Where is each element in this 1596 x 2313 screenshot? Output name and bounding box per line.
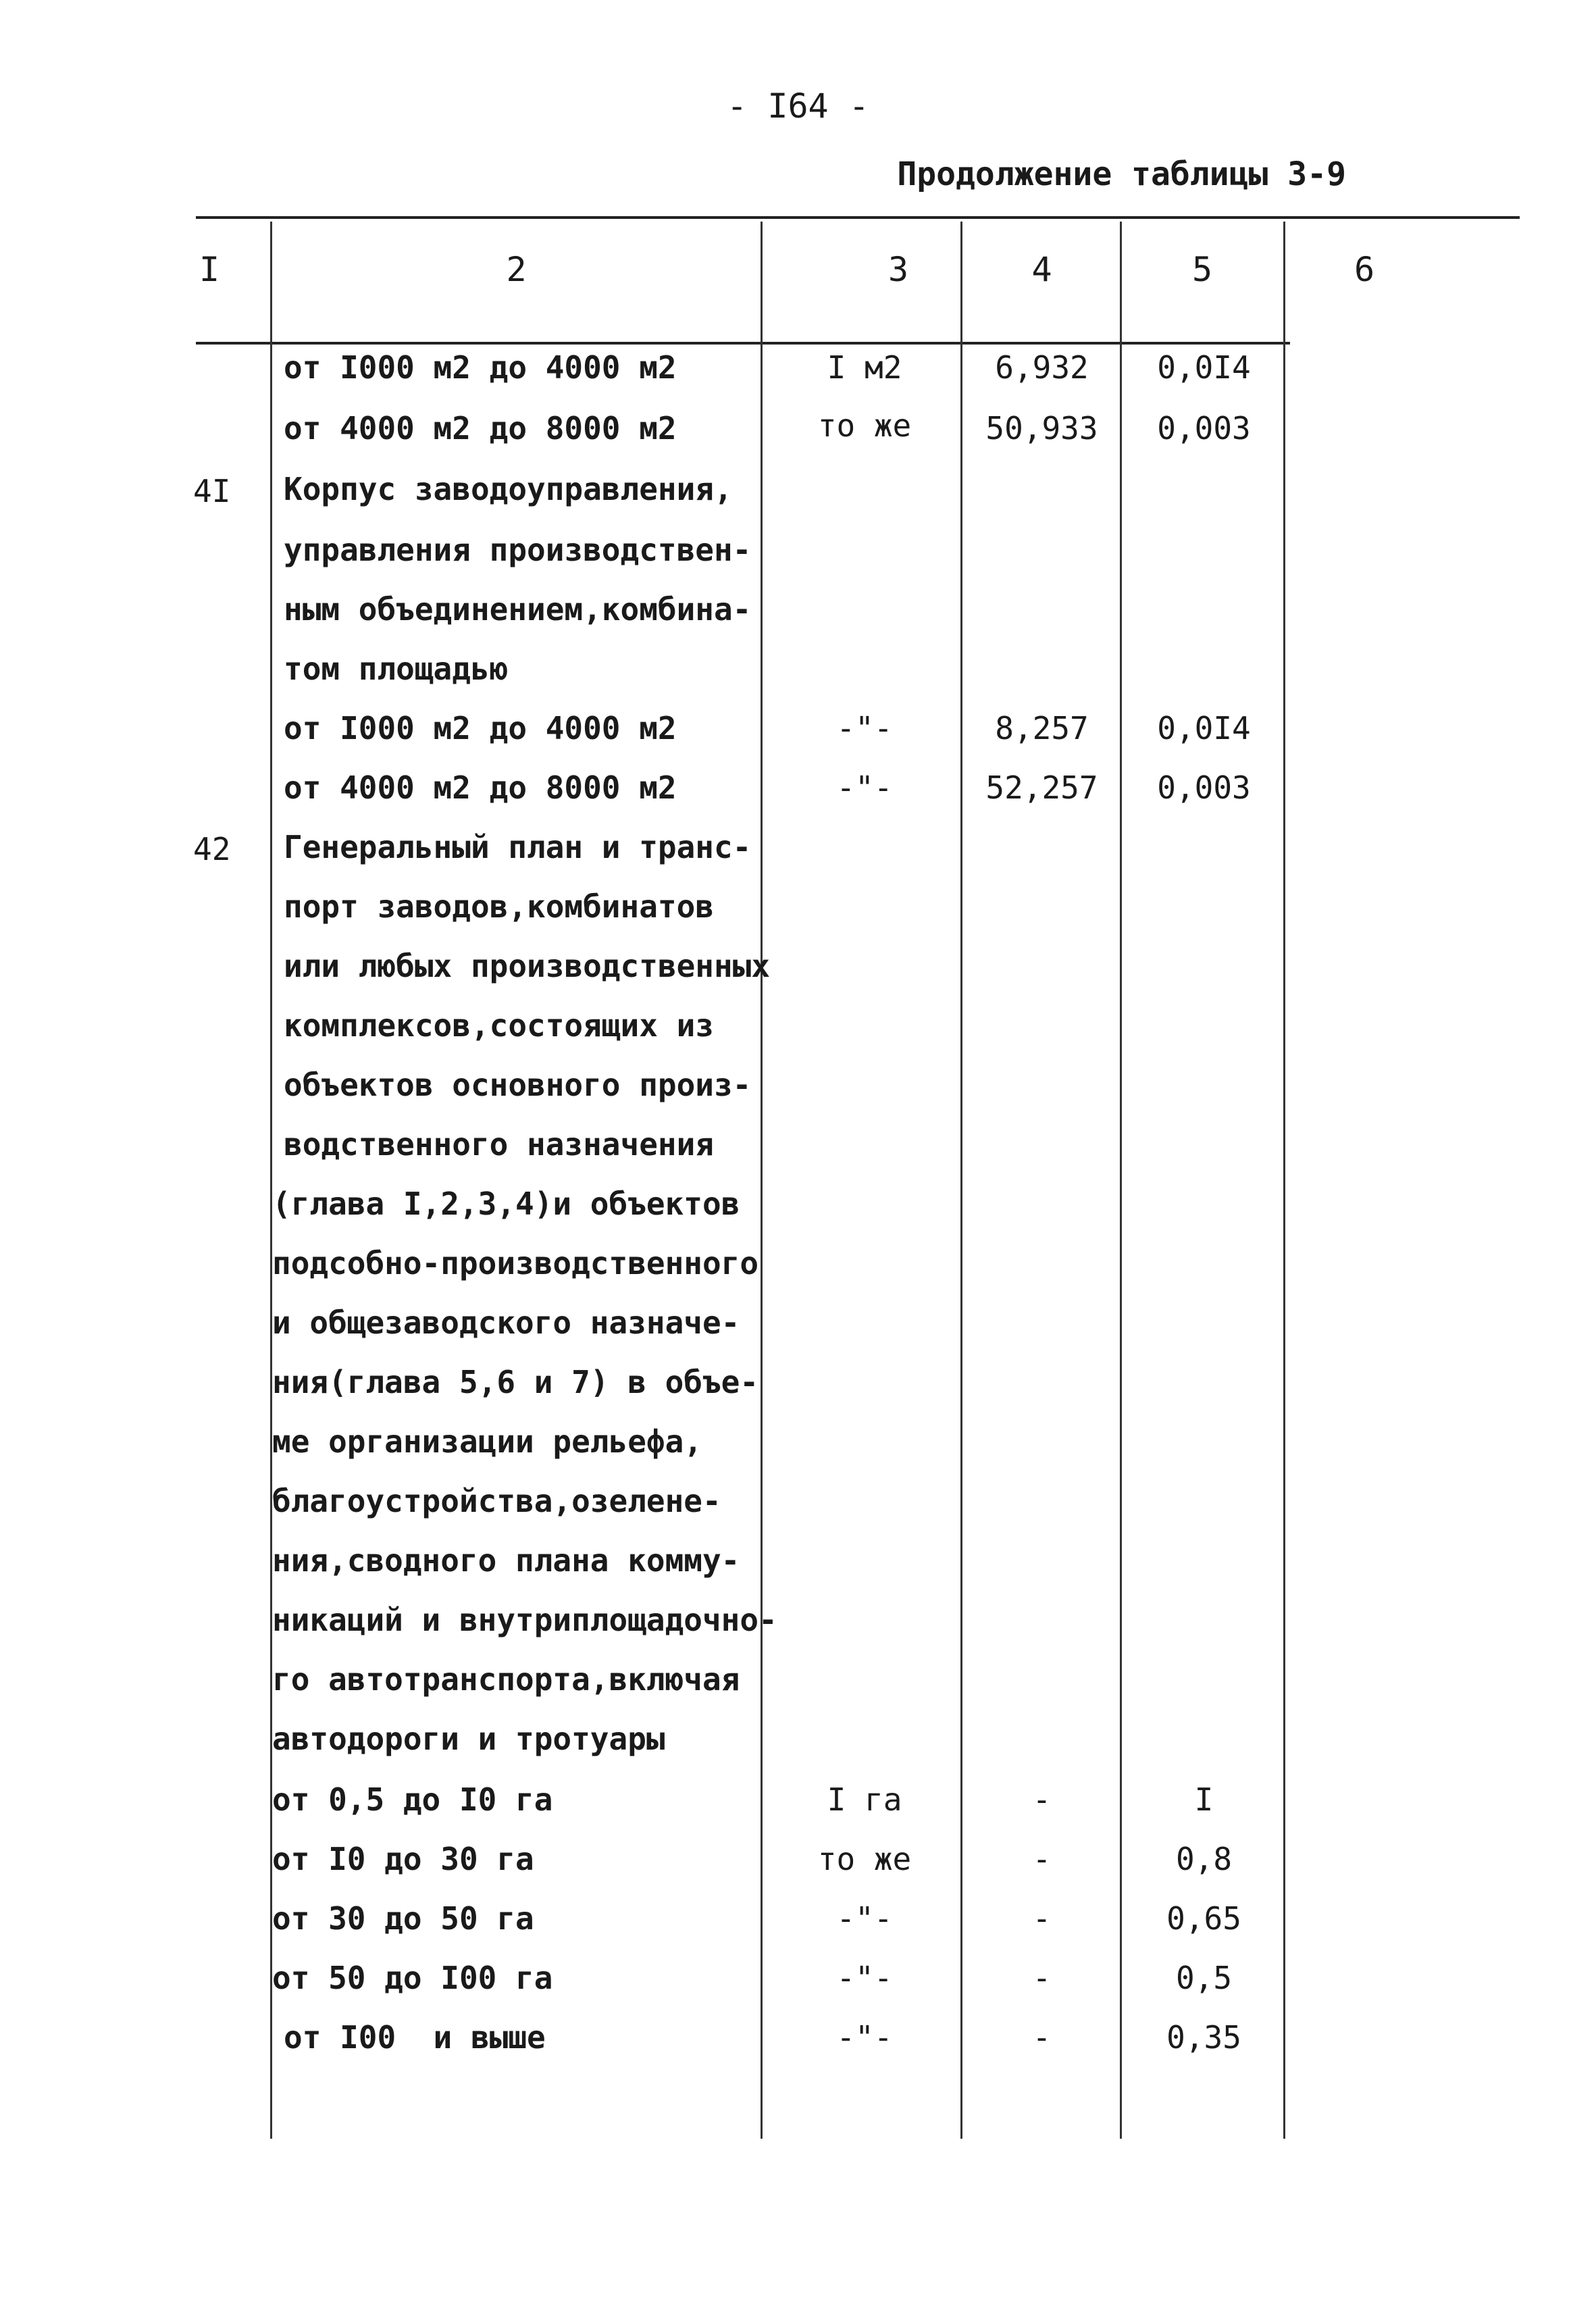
row-unit: -"-	[836, 2019, 893, 2056]
row-value-col4: -	[1032, 1841, 1052, 1877]
header-col-3: 3	[887, 250, 909, 289]
row-description: от 50 до I00 га	[272, 1960, 553, 1996]
column-divider	[761, 222, 763, 2139]
row-unit: -"-	[836, 1900, 893, 1937]
row-description: от I000 м2 до 4000 м2	[284, 349, 677, 386]
row-description: никаций и внутриплощадочно-	[272, 1602, 777, 1638]
row-description: ным объединением,комбина-	[284, 591, 752, 628]
row-value-col5: 0,003	[1157, 410, 1251, 447]
page-number: - I64 -	[727, 86, 869, 126]
row-value-col4: 8,257	[995, 710, 1089, 746]
row-description: порт заводов,комбинатов	[284, 888, 714, 925]
row-description: подсобно-производственного	[272, 1245, 759, 1281]
row-description: комплексов,состоящих из	[284, 1007, 714, 1044]
header-col-5: 5	[1191, 250, 1213, 289]
row-description: от 0,5 до I0 га	[272, 1781, 553, 1818]
row-description: том площадью	[284, 651, 509, 687]
row-value-col5: 0,65	[1166, 1900, 1241, 1937]
table-top-rule	[196, 216, 1520, 219]
row-description: от 30 до 50 га	[272, 1900, 534, 1937]
row-value-col4: 6,932	[995, 349, 1089, 386]
item-number: 42	[193, 831, 231, 867]
row-value-col4: -	[1032, 1781, 1052, 1818]
row-description: автодороги и тротуары	[272, 1721, 665, 1757]
row-description: ния(глава 5,6 и 7) в объе-	[272, 1364, 759, 1400]
row-description: от 4000 м2 до 8000 м2	[284, 410, 677, 447]
row-description: го автотранспорта,включая	[272, 1661, 740, 1698]
row-unit: I м2	[827, 349, 902, 386]
header-col-2: 2	[506, 250, 527, 289]
row-description: или любых производственных	[284, 948, 771, 984]
row-description: от 4000 м2 до 8000 м2	[284, 769, 677, 806]
row-description: (глава I,2,3,4)и объектов	[272, 1186, 740, 1222]
row-value-col4: 50,933	[985, 410, 1098, 447]
row-description: управления производствен-	[284, 532, 752, 568]
row-value-col5: 0,35	[1166, 2019, 1241, 2056]
row-description: объектов основного произ-	[284, 1067, 752, 1103]
row-value-col5: I	[1194, 1781, 1214, 1818]
row-description: водственного назначения	[284, 1126, 714, 1163]
row-value-col4: -	[1032, 2019, 1052, 2056]
row-description: от I00 и выше	[284, 2019, 546, 2056]
row-description: Корпус заводоуправления,	[284, 471, 733, 507]
row-unit: то же	[817, 1841, 912, 1877]
item-number: 4I	[193, 473, 231, 509]
row-value-col5: 0,5	[1175, 1960, 1233, 1996]
table-caption: Продолжение таблицы 3-9	[897, 155, 1346, 193]
row-description: ме организации рельефа,	[272, 1423, 702, 1460]
row-description: ния,сводного плана комму-	[272, 1542, 740, 1579]
row-description: от I000 м2 до 4000 м2	[284, 710, 677, 746]
row-description: Генеральный план и транс-	[284, 829, 752, 865]
header-col-4: 4	[1031, 250, 1052, 289]
row-value-col5: 0,8	[1175, 1841, 1233, 1877]
row-unit: I га	[827, 1781, 902, 1818]
header-bottom-rule	[196, 342, 1290, 345]
row-unit: то же	[817, 407, 912, 444]
row-value-col4: -	[1032, 1900, 1052, 1937]
row-unit: -"-	[836, 1960, 893, 1996]
row-value-col4: -	[1032, 1960, 1052, 1996]
row-value-col5: 0,0I4	[1157, 710, 1251, 746]
header-col-1: I	[199, 250, 220, 289]
row-description: благоустройства,озелене-	[272, 1483, 721, 1519]
row-unit: -"-	[836, 769, 893, 806]
row-unit: -"-	[836, 710, 893, 746]
row-description: от I0 до 30 га	[272, 1841, 534, 1877]
row-description: и общезаводского назначе-	[272, 1304, 740, 1341]
row-value-col5: 0,003	[1157, 769, 1251, 806]
header-col-6: 6	[1354, 250, 1375, 289]
row-value-col5: 0,0I4	[1157, 349, 1251, 386]
row-value-col4: 52,257	[985, 769, 1098, 806]
